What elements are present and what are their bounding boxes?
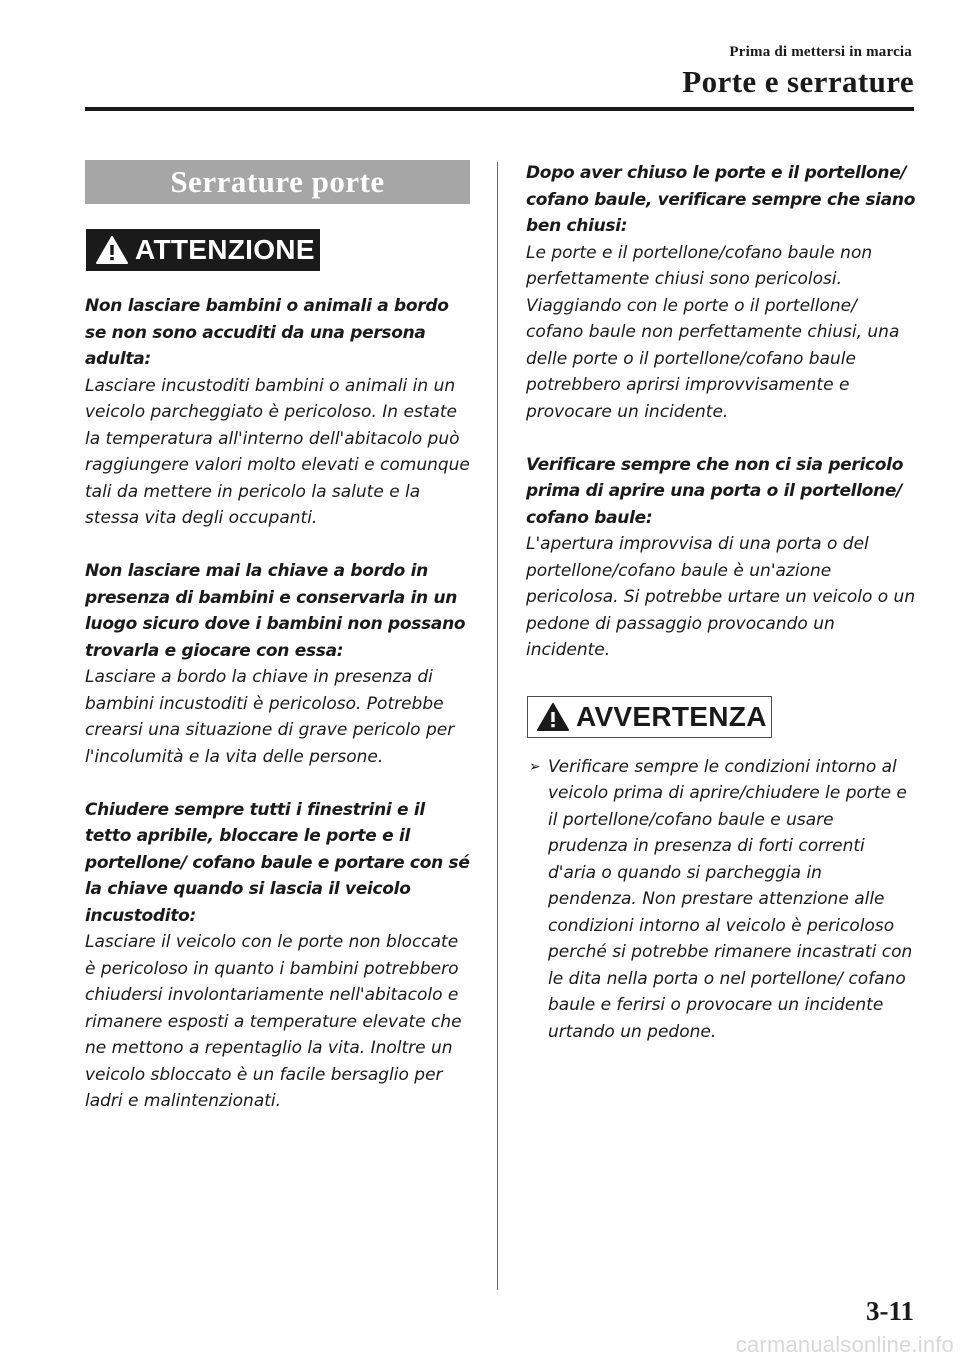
warning-paragraph-text: Lasciare il veicolo con le porte non bloccate è pericoloso in quanto i bambini potrebbero chiudersi involontariamente nell'abitacolo e rimanere esposti a temperature elevate che ne mettono a repentaglio la vita. Inoltre un veicolo sbloccato è un facile bersaglio per ladri e malintenzionati.: [85, 932, 462, 1111]
warning-paragraph-text: L'apertura improvvisa di una porta o del portellone/cofano baule è un'azione pericolosa. Si potrebbe urtare un veicolo o un pedone di passaggio provocando un incidente.: [526, 534, 916, 660]
left-column: [85, 160, 470, 1115]
warning-triangle-icon: [536, 702, 570, 732]
chapter-subtitle: Prima di mettersi in marcia: [729, 44, 912, 60]
chapter-title: Porte e serrature: [682, 64, 914, 99]
caution-item: [526, 754, 916, 1046]
warning-label-text: ATTENZIONE: [135, 234, 315, 265]
header-rule: [85, 107, 914, 111]
warning-paragraph-heading: Chiudere sempre tutti i finestrini e il tetto apribile, bloccare le porte e il portellone/ cofano baule e portare con sé la chiave quando si lascia il veicolo incustodito:: [85, 799, 470, 926]
bullet-arrow-icon: ➢: [529, 758, 541, 775]
warning-label: [86, 229, 320, 271]
caution-label-text: AVVERTENZA: [576, 700, 767, 732]
watermark: carmanualsonline.info: [735, 1332, 954, 1357]
warning-paragraph: [526, 160, 916, 425]
column-divider: [497, 162, 498, 1290]
warning-paragraph: [526, 452, 916, 664]
warning-paragraph-text: Le porte e il portellone/cofano baule non perfettamente chiusi sono pericolosi. Viaggiando con le porte o il portellone/ cofano baule non perfettamente chiusi, una delle porte o il portellone/cofano baule potrebbero aprirsi improvvisamente e provocare un incidente.: [526, 242, 900, 422]
warning-paragraph: [85, 293, 470, 532]
warning-paragraph-text: Lasciare incustoditi bambini o animali in un veicolo parcheggiato è pericoloso. In estate la temperatura all'interno dell'abitacolo può raggiungere valori molto elevati e comunque tali da mettere in pericolo la salute e la stessa vita degli occupanti.: [85, 375, 470, 528]
warning-paragraph-text: Lasciare a bordo la chiave in presenza di bambini incustoditi è pericoloso. Potrebbe crearsi una situazione di grave pericolo per l'incolumità e la vita delle persone.: [85, 667, 455, 767]
section-title: Serrature porte: [85, 160, 470, 204]
warning-paragraph-heading: Non lasciare mai la chiave a bordo in presenza di bambini e conservarla in un luogo sicuro dove i bambini non possano trovarla e giocare con essa:: [85, 561, 466, 661]
warning-paragraph-heading: Dopo aver chiuso le porte e il portellone/ cofano baule, verificare sempre che siano ben chiusi:: [526, 163, 916, 236]
caution-label: [527, 696, 772, 738]
page-number: 3-11: [865, 1296, 914, 1326]
warning-triangle-icon: [95, 235, 129, 265]
right-column: [526, 160, 916, 1045]
warning-paragraph-heading: Non lasciare bambini o animali a bordo se non sono accuditi da una persona adulta:: [85, 296, 449, 369]
warning-paragraph: [85, 797, 470, 1115]
caution-item-text: Verificare sempre le condizioni intorno al veicolo prima di aprire/chiudere le porte e il portellone/cofano baule e usare prudenza in presenza di forti correnti d'aria o quando si parcheggia in pendenza. Non prestare attenzione alle condizioni intorno al veicolo è pericoloso perché si potrebbe rimanere incastrati con le dita nella porta o nel portellone/ cofano baule e ferirsi o provocare un incidente urtando un pedone.: [548, 756, 913, 1042]
warning-paragraph: [85, 558, 470, 770]
warning-paragraph-heading: Verificare sempre che non ci sia pericolo prima di aprire una porta o il portellone/ cofano baule:: [526, 454, 904, 528]
